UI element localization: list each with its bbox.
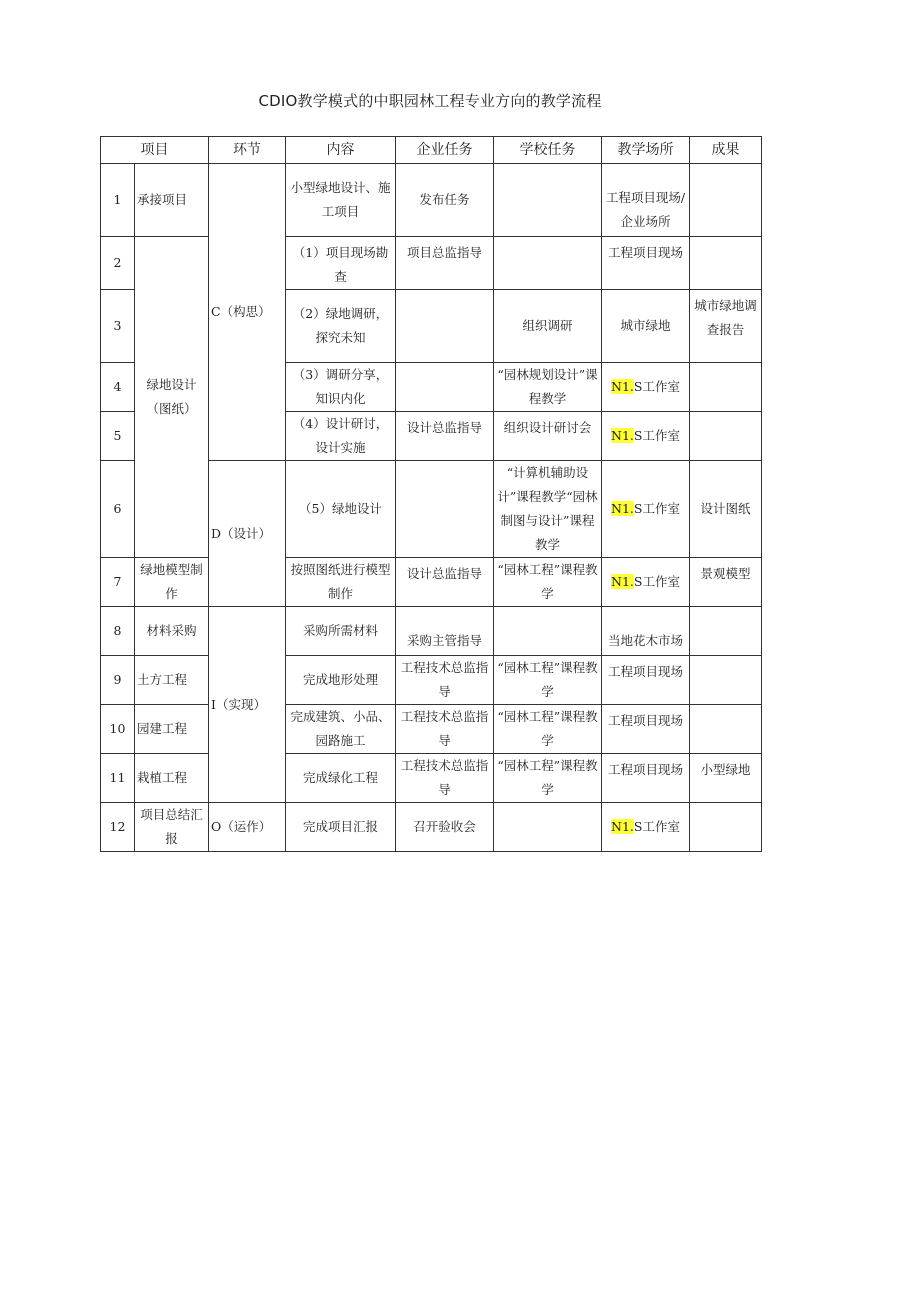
- content-cell: （5）绿地设计: [286, 461, 396, 558]
- place-cell: 工程项目现场: [602, 754, 690, 803]
- school-task-cell: “园林规划设计”课程教学: [494, 363, 602, 412]
- row-number: 9: [101, 656, 135, 705]
- teaching-process-table: [100, 136, 762, 852]
- content-cell: 小型绿地设计、施工项目: [286, 164, 396, 237]
- row-number: 8: [101, 607, 135, 656]
- header-content: 内容: [286, 137, 396, 164]
- place-text: S工作室: [633, 501, 680, 516]
- company-task-cell: 召开验收会: [396, 803, 494, 852]
- school-task-cell: “园林工程”课程教学: [494, 754, 602, 803]
- place-cell: 工程项目现场/企业场所: [602, 164, 690, 237]
- company-task-cell: [396, 461, 494, 558]
- school-task-cell: [494, 607, 602, 656]
- table-row: [101, 558, 762, 607]
- place-text: S工作室: [633, 379, 680, 394]
- result-cell: 城市绿地调查报告: [690, 290, 762, 363]
- place-highlight: N1.: [611, 819, 634, 834]
- result-cell: 景观模型: [690, 558, 762, 607]
- place-highlight: N1.: [611, 379, 634, 394]
- result-cell: [690, 237, 762, 290]
- school-task-cell: [494, 164, 602, 237]
- place-highlight: N1.: [611, 501, 634, 516]
- school-task-cell: “园林工程”课程教学: [494, 656, 602, 705]
- stage-cell-c: C（构思）: [209, 164, 286, 461]
- row-number: 10: [101, 705, 135, 754]
- row-number: 2: [101, 237, 135, 290]
- row-number: 12: [101, 803, 135, 852]
- row-number: 3: [101, 290, 135, 363]
- project-cell: 承接项目: [135, 164, 209, 237]
- company-task-cell: 设计总监指导: [396, 558, 494, 607]
- place-text: S工作室: [633, 574, 680, 589]
- school-task-cell: [494, 803, 602, 852]
- content-cell: 完成地形处理: [286, 656, 396, 705]
- result-cell: [690, 607, 762, 656]
- stage-cell-d: D（设计）: [209, 461, 286, 607]
- row-number: 11: [101, 754, 135, 803]
- content-cell: 完成项目汇报: [286, 803, 396, 852]
- company-task-cell: 工程技术总监指导: [396, 754, 494, 803]
- place-cell: 当地花木市场: [602, 607, 690, 656]
- company-task-cell: [396, 363, 494, 412]
- table-row: [101, 754, 762, 803]
- result-cell: [690, 363, 762, 412]
- content-cell: （3）调研分享，知识内化: [286, 363, 396, 412]
- result-cell: [690, 164, 762, 237]
- content-cell: 完成建筑、小品、园路施工: [286, 705, 396, 754]
- stage-cell-i: I（实现）: [209, 607, 286, 803]
- table-row: [101, 607, 762, 656]
- header-stage: 环节: [209, 137, 286, 164]
- project-cell: 栽植工程: [135, 754, 209, 803]
- place-cell: 城市绿地: [602, 290, 690, 363]
- place-cell: 工程项目现场: [602, 705, 690, 754]
- school-task-cell: “计算机辅助设计”课程教学“园林制图与设计”课程教学: [494, 461, 602, 558]
- place-cell: 工程项目现场: [602, 237, 690, 290]
- result-cell: [690, 803, 762, 852]
- table-row: [101, 656, 762, 705]
- school-task-cell: “园林工程”课程教学: [494, 558, 602, 607]
- content-cell: 完成绿化工程: [286, 754, 396, 803]
- company-task-cell: 工程技术总监指导: [396, 705, 494, 754]
- content-cell: 按照图纸进行模型制作: [286, 558, 396, 607]
- row-number: 5: [101, 412, 135, 461]
- place-cell: [602, 558, 690, 607]
- content-cell: （1）项目现场勘查: [286, 237, 396, 290]
- content-cell: 采购所需材料: [286, 607, 396, 656]
- table-row: [101, 705, 762, 754]
- table-row: [101, 164, 762, 237]
- place-cell: [602, 363, 690, 412]
- company-task-cell: 设计总监指导: [396, 412, 494, 461]
- row-number: 7: [101, 558, 135, 607]
- place-highlight: N1.: [611, 574, 634, 589]
- project-cell-merged: 绿地设计（图纸）: [135, 237, 209, 558]
- result-cell: [690, 656, 762, 705]
- row-number: 4: [101, 363, 135, 412]
- place-cell: 工程项目现场: [602, 656, 690, 705]
- company-task-cell: 发布任务: [396, 164, 494, 237]
- project-cell: 材料采购: [135, 607, 209, 656]
- page-title: CDIO教学模式的中职园林工程专业方向的教学流程: [258, 92, 602, 110]
- header-company-task: 企业任务: [396, 137, 494, 164]
- company-task-cell: 项目总监指导: [396, 237, 494, 290]
- project-cell: 项目总结汇报: [135, 803, 209, 852]
- stage-cell-o: O（运作）: [209, 803, 286, 852]
- place-text: S工作室: [633, 428, 680, 443]
- place-highlight: N1.: [611, 428, 634, 443]
- place-text: S工作室: [633, 819, 680, 834]
- company-task-cell: [396, 290, 494, 363]
- table-row: [101, 803, 762, 852]
- project-cell: 绿地模型制作: [135, 558, 209, 607]
- project-cell: 园建工程: [135, 705, 209, 754]
- result-cell: 设计图纸: [690, 461, 762, 558]
- content-cell: （4）设计研讨，设计实施: [286, 412, 396, 461]
- result-cell: [690, 705, 762, 754]
- header-project: 项目: [101, 137, 209, 164]
- row-number: 1: [101, 164, 135, 237]
- header-place: 教学场所: [602, 137, 690, 164]
- place-cell: [602, 461, 690, 558]
- school-task-cell: [494, 237, 602, 290]
- school-task-cell: 组织设计研讨会: [494, 412, 602, 461]
- result-cell: 小型绿地: [690, 754, 762, 803]
- school-task-cell: 组织调研: [494, 290, 602, 363]
- header-row: [101, 137, 762, 164]
- result-cell: [690, 412, 762, 461]
- header-school-task: 学校任务: [494, 137, 602, 164]
- place-cell: [602, 803, 690, 852]
- content-cell: （2）绿地调研，探究未知: [286, 290, 396, 363]
- school-task-cell: “园林工程”课程教学: [494, 705, 602, 754]
- table-row: [101, 237, 762, 290]
- company-task-cell: 工程技术总监指导: [396, 656, 494, 705]
- place-cell: [602, 412, 690, 461]
- row-number: 6: [101, 461, 135, 558]
- company-task-cell: 采购主管指导: [396, 607, 494, 656]
- project-cell: 土方工程: [135, 656, 209, 705]
- header-result: 成果: [690, 137, 762, 164]
